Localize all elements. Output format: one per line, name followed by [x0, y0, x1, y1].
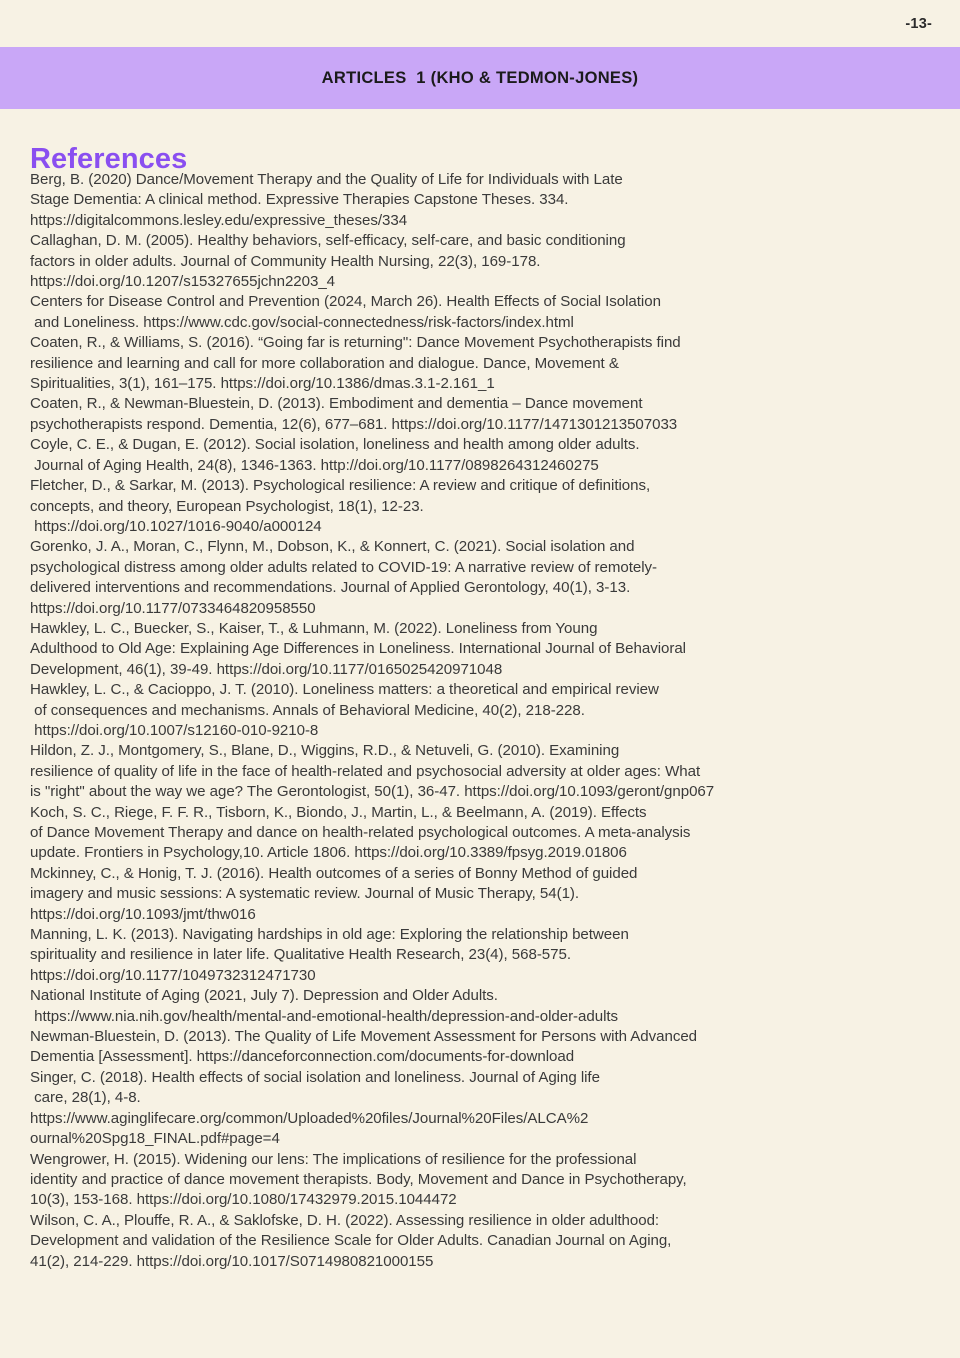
reference-line: resilience of quality of life in the face of health-related and psychosocial adversity at older ages: What — [30, 762, 701, 780]
reference-line: Dementia [Assessment]. https://danceforconnection.com/documents-for-download — [30, 1048, 575, 1066]
reference-line: Wengrower, H. (2015). Widening our lens: The implications of resilience for the professional — [30, 1150, 637, 1168]
reference-line: Development and validation of the Resilience Scale for Older Adults. Canadian Journal on Aging, — [30, 1232, 672, 1250]
reference-line: Wilson, C. A., Plouffe, R. A., & Saklofske, D. H. (2022). Assessing resilience in older adulthood: — [30, 1211, 660, 1229]
reference-line: is "right" about the way we age? The Gerontologist, 50(1), 36-47. https://doi.org/10.1093/geront/gnp067 — [30, 783, 715, 801]
reference-line: https://doi.org/10.1027/1016-9040/a000124 — [30, 517, 322, 535]
reference-line: delivered interventions and recommendations. Journal of Applied Gerontology, 40(1), 3-13. — [30, 579, 631, 597]
reference-line: Gorenko, J. A., Moran, C., Flynn, M., Dobson, K., & Konnert, C. (2021). Social isolation and — [30, 538, 635, 556]
reference-line: Singer, C. (2018). Health effects of social isolation and loneliness. Journal of Aging life — [30, 1068, 600, 1086]
reference-line: Spiritualities, 3(1), 161–175. https://doi.org/10.1386/dmas.3.1-2.161_1 — [30, 375, 495, 393]
reference-line: https://doi.org/10.1007/s12160-010-9210-8 — [30, 721, 319, 739]
reference-line: Koch, S. C., Riege, F. F. R., Tisborn, K., Biondo, J., Martin, L., & Beelmann, A. (2019). Effects — [30, 803, 647, 821]
reference-line: https://www.nia.nih.gov/health/mental-and-emotional-health/depression-and-older-adults — [30, 1007, 619, 1025]
reference-line: National Institute of Aging (2021, July 7). Depression and Older Adults. — [30, 987, 498, 1005]
reference-line: Fletcher, D., & Sarkar, M. (2013). Psychological resilience: A review and critique of definitions, — [30, 477, 651, 495]
reference-line: Coaten, R., & Newman-Bluestein, D. (2013). Embodiment and dementia – Dance movement — [30, 395, 643, 413]
reference-line: Berg, B. (2020) Dance/Movement Therapy and the Quality of Life for Individuals with Late — [30, 171, 623, 188]
reference-line: https://doi.org/10.1093/jmt/thw016 — [30, 905, 256, 923]
bottom-clipped-strip — [0, 1352, 960, 1358]
reference-line: Adulthood to Old Age: Explaining Age Differences in Loneliness. International Journal of Behavioral — [30, 640, 686, 658]
reference-line: Stage Dementia: A clinical method. Expressive Therapies Capstone Theses. 334. — [30, 191, 569, 209]
page-title: References — [30, 143, 188, 176]
reference-line: https://doi.org/10.1177/1049732312471730 — [30, 966, 316, 984]
reference-line: imagery and music sessions: A systematic review. Journal of Music Therapy, 54(1). — [30, 885, 580, 903]
running-header-band — [0, 47, 960, 109]
reference-line: ournal%20Spg18_FINAL.pdf#page=4 — [30, 1130, 280, 1148]
reference-line: of consequences and mechanisms. Annals of Behavioral Medicine, 40(2), 218-228. — [30, 701, 585, 719]
reference-line: concepts, and theory, European Psychologist, 18(1), 12-23. — [30, 497, 424, 515]
reference-line: update. Frontiers in Psychology,10. Article 1806. https://doi.org/10.3389/fpsyg.2019.01806 — [30, 844, 627, 862]
reference-line: psychotherapists respond. Dementia, 12(6), 677–681. https://doi.org/10.1177/1471301213507033 — [30, 415, 678, 433]
reference-line: Journal of Aging Health, 24(8), 1346-1363. http://doi.org/10.1177/0898264312460275 — [30, 456, 599, 474]
reference-line: care, 28(1), 4-8. — [30, 1089, 141, 1107]
reference-line: https://digitalcommons.lesley.edu/expressive_theses/334 — [30, 211, 408, 229]
reference-line: 10(3), 153-168. https://doi.org/10.1080/17432979.2015.1044472 — [30, 1191, 457, 1209]
reference-line: of Dance Movement Therapy and dance on health-related psychological outcomes. A meta-analysis — [30, 824, 691, 841]
reference-line: https://doi.org/10.1207/s15327655jchn2203_4 — [30, 273, 336, 291]
reference-line: Hildon, Z. J., Montgomery, S., Blane, D., Wiggins, R.D., & Netuveli, G. (2010). Examining — [30, 742, 620, 760]
reference-line: https://www.aginglifecare.org/common/Uploaded%20files/Journal%20Files/ALCA%2 — [30, 1109, 589, 1127]
reference-line: factors in older adults. Journal of Community Health Nursing, 22(3), 169-178. — [30, 252, 541, 270]
reference-line: Hawkley, L. C., & Cacioppo, J. T. (2010). Loneliness matters: a theoretical and empirical review — [30, 681, 659, 699]
reference-line: Development, 46(1), 39-49. https://doi.org/10.1177/0165025420971048 — [30, 660, 503, 678]
reference-line: Callaghan, D. M. (2005). Healthy behaviors, self-efficacy, self-care, and basic conditioning — [30, 232, 626, 250]
reference-line: Newman-Bluestein, D. (2013). The Quality of Life Movement Assessment for Persons with Advanced — [30, 1028, 698, 1046]
running-header-title: ARTICLES 1 (KHO & TEDMON-JONES) — [321, 68, 639, 87]
reference-line: Coyle, C. E., & Dugan, E. (2012). Social isolation, loneliness and health among older adults. — [30, 436, 640, 454]
reference-line: identity and practice of dance movement therapists. Body, Movement and Dance in Psychotherapy, — [30, 1170, 687, 1188]
page-number: -13- — [905, 16, 932, 32]
reference-line: Hawkley, L. C., Buecker, S., Kaiser, T., & Luhmann, M. (2022). Loneliness from Young — [30, 619, 598, 637]
reference-line: 41(2), 214-229. https://doi.org/10.1017/S0714980821000155 — [30, 1252, 434, 1270]
reference-line: resilience and learning and call for more collaboration and dialogue. Dance, Movement & — [30, 354, 619, 372]
reference-line: Manning, L. K. (2013). Navigating hardships in old age: Exploring the relationship between — [30, 926, 629, 944]
reference-line: spirituality and resilience in later life. Qualitative Health Research, 23(4), 568-575. — [30, 946, 571, 964]
reference-line: and Loneliness. https://www.cdc.gov/social-connectedness/risk-factors/index.html — [30, 313, 574, 331]
reference-line: https://doi.org/10.1177/0733464820958550 — [30, 599, 316, 617]
reference-line: psychological distress among older adults related to COVID-19: A narrative review of remotely- — [30, 558, 658, 576]
references-list — [30, 170, 936, 1272]
reference-line: Coaten, R., & Williams, S. (2016). “Going far is returning": Dance Movement Psychotherapists find — [30, 334, 681, 352]
reference-line: Centers for Disease Control and Prevention (2024, March 26). Health Effects of Social Isolation — [30, 293, 661, 311]
reference-line: Mckinney, C., & Honig, T. J. (2016). Health outcomes of a series of Bonny Method of guided — [30, 864, 638, 882]
